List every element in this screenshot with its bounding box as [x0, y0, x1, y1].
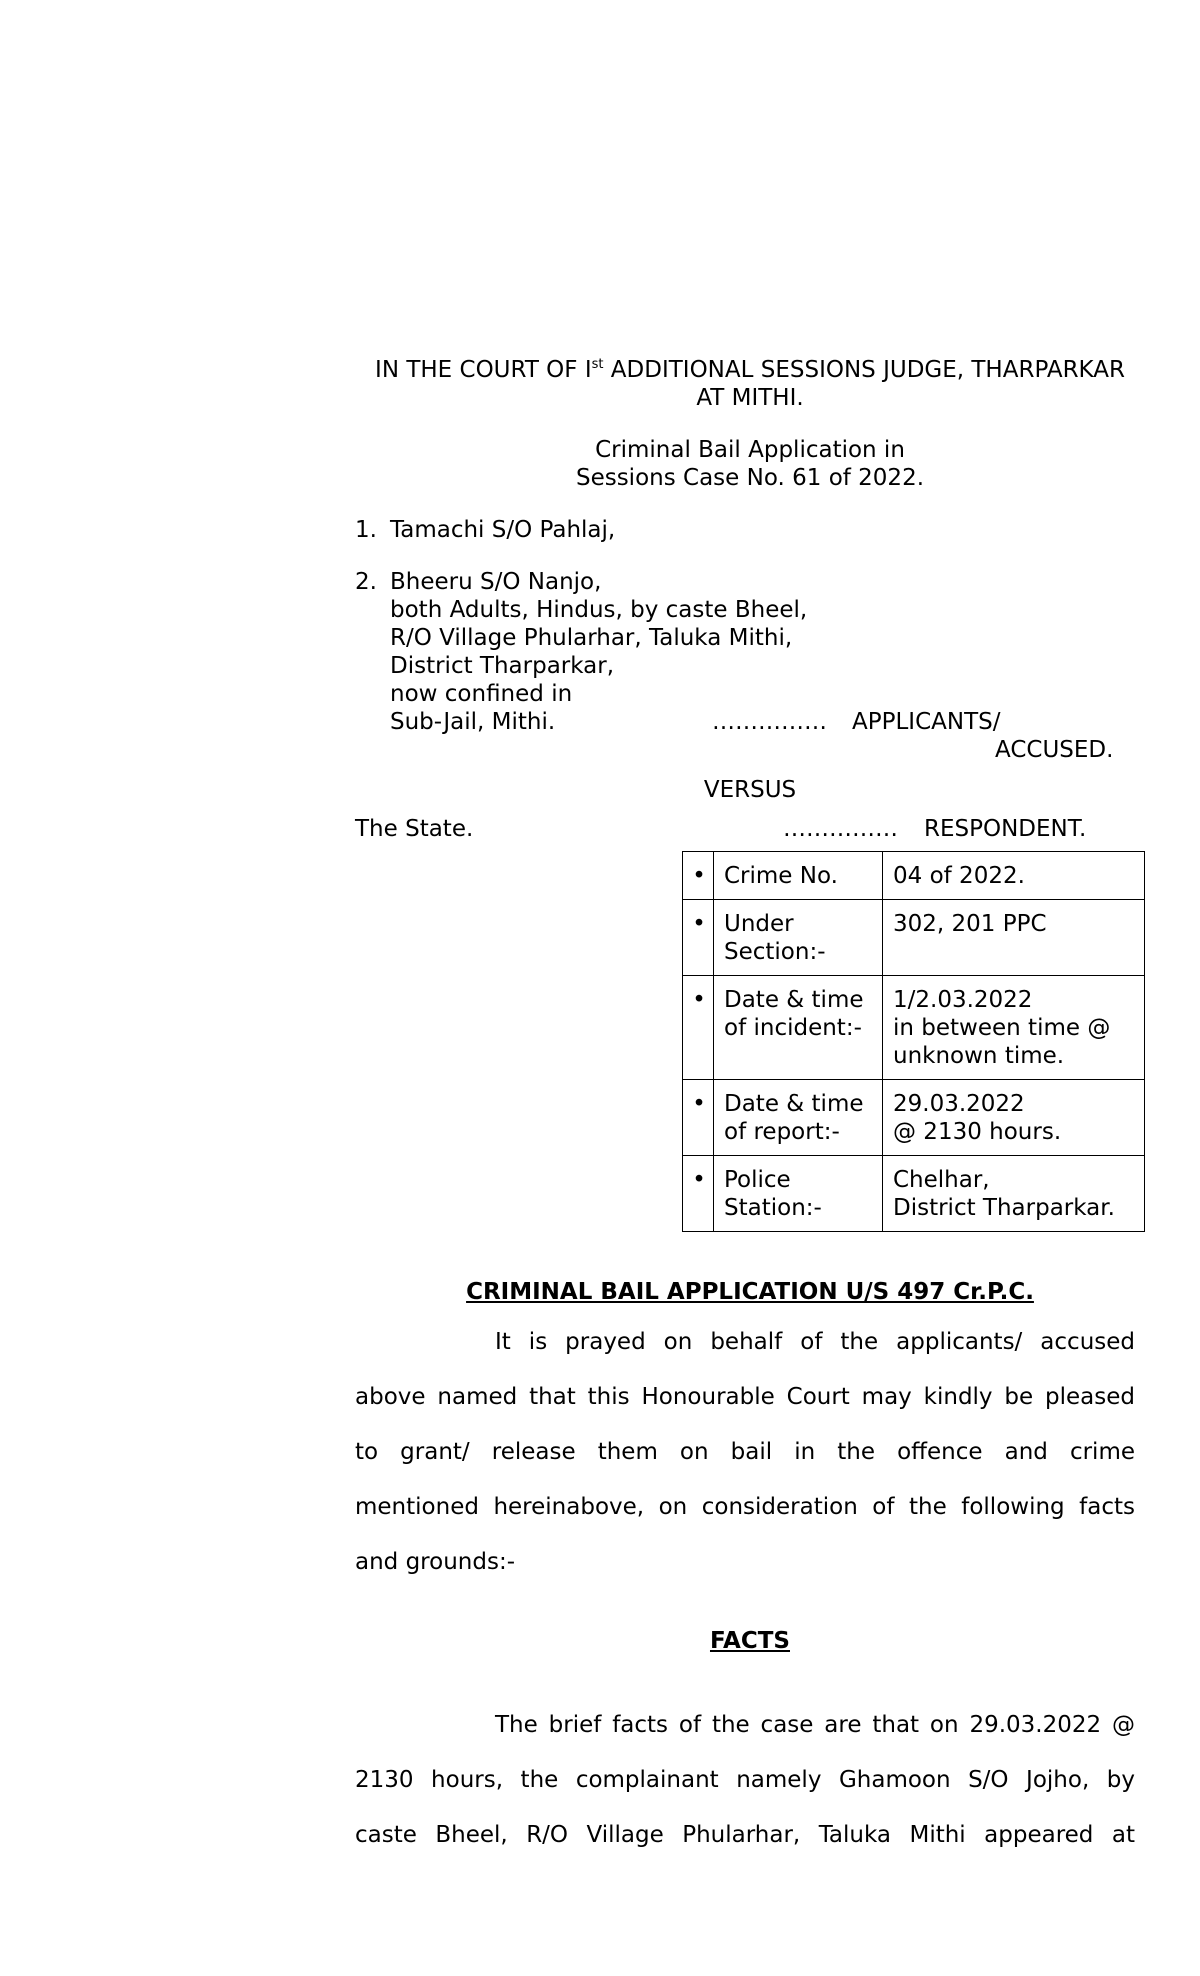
court-title: [355, 356, 1145, 412]
applicant-2-number: 2.: [355, 569, 377, 595]
prayer-line: to grant/ release them on bail in the offence and crime: [355, 1439, 1135, 1465]
bullet-icon: •: [683, 900, 714, 976]
applicant-2-line: Sub-Jail, Mithi.: [390, 709, 556, 735]
case-title-line-2: Sessions Case No. 61 of 2022.: [575, 465, 925, 491]
bullet-icon: •: [683, 976, 714, 1080]
details-row: [683, 1156, 1145, 1232]
details-label: Crime No.: [714, 852, 883, 900]
details-value: 29.03.2022 @ 2130 hours.: [883, 1080, 1145, 1156]
facts-line: 2130 hours, the complainant namely Ghamoon S/O Jojho, by: [355, 1767, 1135, 1793]
facts-heading: FACTS: [709, 1628, 790, 1654]
versus-label: VERSUS: [703, 777, 797, 803]
details-value: 1/2.03.2022 in between time @ unknown time.: [883, 976, 1145, 1080]
accused-role: ACCUSED.: [995, 737, 1114, 763]
details-row: [683, 1080, 1145, 1156]
prayer-paragraph: [355, 1315, 1135, 1590]
case-title-line-1: Criminal Bail Application in: [595, 437, 905, 463]
facts-paragraph: [355, 1698, 1135, 1863]
applicant-1-number: 1.: [355, 517, 377, 543]
bullet-icon: •: [683, 1080, 714, 1156]
prayer-line: mentioned hereinabove, on consideration of the following facts: [355, 1494, 1135, 1520]
facts-line: The brief facts of the case are that on 29.03.2022 @: [495, 1712, 1135, 1738]
applicants-role: APPLICANTS/: [852, 709, 1001, 735]
court-title-line-1: IN THE COURT OF Ist ADDITIONAL SESSIONS JUDGE, THARPARKAR: [375, 357, 1125, 383]
application-heading: CRIMINAL BAIL APPLICATION U/S 497 Cr.P.C.: [466, 1279, 1034, 1305]
applicant-1-name: Tamachi S/O Pahlaj,: [390, 517, 616, 543]
case-details-table: [682, 851, 1145, 1232]
details-label: Date & time of incident:-: [714, 976, 883, 1080]
details-row: [683, 900, 1145, 976]
details-label: Date & time of report:-: [714, 1080, 883, 1156]
case-title: [355, 436, 1145, 492]
prayer-line: It is prayed on behalf of the applicants/ accused: [495, 1329, 1135, 1355]
details-row: [683, 852, 1145, 900]
respondent-dots: ……………: [783, 816, 898, 842]
prayer-line: and grounds:-: [355, 1549, 515, 1575]
case-details-body: [683, 852, 1145, 1232]
applicant-2-line: both Adults, Hindus, by caste Bheel,: [390, 597, 808, 623]
details-value: 04 of 2022.: [883, 852, 1145, 900]
details-label: Police Station:-: [714, 1156, 883, 1232]
court-title-line-2: AT MITHI.: [696, 385, 804, 411]
facts-line: caste Bheel, R/O Village Phularhar, Taluka Mithi appeared at: [355, 1822, 1135, 1848]
applicant-2-line: District Tharparkar,: [390, 653, 615, 679]
applicant-2-line: R/O Village Phularhar, Taluka Mithi,: [390, 625, 793, 651]
details-value: 302, 201 PPC: [883, 900, 1145, 976]
respondent-role: RESPONDENT.: [924, 816, 1087, 842]
bullet-icon: •: [683, 1156, 714, 1232]
details-value: Chelhar, District Tharparkar.: [883, 1156, 1145, 1232]
applicant-2-line: Bheeru S/O Nanjo,: [390, 569, 602, 595]
details-label: Under Section:-: [714, 900, 883, 976]
prayer-line: above named that this Honourable Court may kindly be pleased: [355, 1384, 1135, 1410]
applicant-2-line: now confined in: [390, 681, 573, 707]
applicants-dots: ……………: [712, 709, 827, 735]
details-row: [683, 976, 1145, 1080]
bullet-icon: •: [683, 852, 714, 900]
respondent-name: The State.: [355, 816, 474, 842]
